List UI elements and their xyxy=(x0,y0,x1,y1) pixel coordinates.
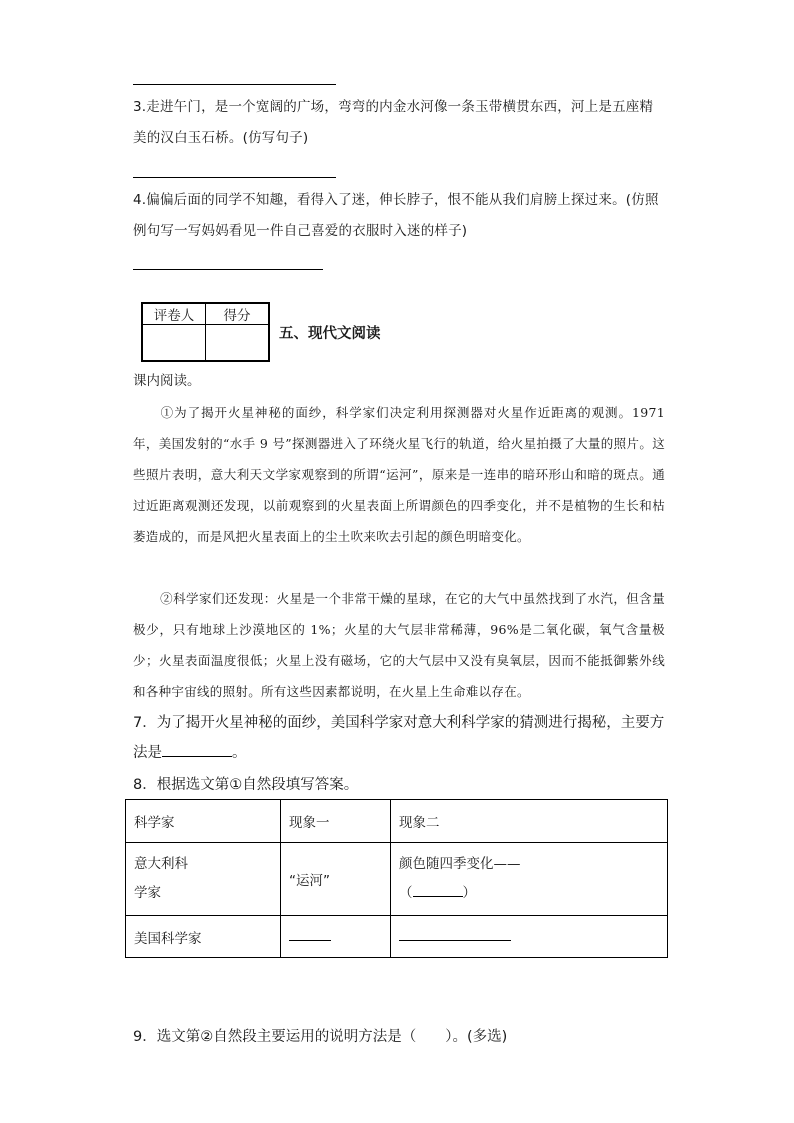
question-7 xyxy=(133,708,673,768)
answer-table xyxy=(125,799,668,958)
header-phenomenon-1: 现象一 xyxy=(281,800,391,843)
passage-paragraph-2 xyxy=(133,583,665,707)
answer-line-q3[interactable] xyxy=(133,177,336,178)
reviewer-cell[interactable] xyxy=(142,325,206,361)
passage-p1-text: ①为了揭开火星神秘的面纱，科学家们决定利用探测器对火星作近距离的观测。1971 年，美国发射的“水手 9 号”探测器进入了环绕火星飞行的轨道，给火星拍摄了大量的照片。这些照片表明，意大利天文学家观察到的所谓“运河”，原来是一连串的暗环形山和暗的斑点。通过近距离观测还发现，以前观察到的火星表面上所谓颜色的四季变化，并不是植物的生长和枯萎造成的，而是风把火星表面上的尘土吹来吹去引起的颜色明暗变化。 xyxy=(133,405,665,544)
answer-line-q4[interactable] xyxy=(133,269,323,270)
question-7-text: 7．为了揭开火星神秘的面纱，美国科学家对意大利科学家的猜测进行揭秘，主要方法是 xyxy=(133,715,665,761)
cell-seasonal-change xyxy=(391,843,668,916)
cell-seasonal-line-2 xyxy=(399,879,667,908)
answer-blank-us-1[interactable] xyxy=(289,928,331,941)
cell-italian-scientist xyxy=(126,843,281,916)
answer-blank-q7[interactable] xyxy=(162,740,232,757)
passage-p2-text: ②科学家们还发现：火星是一个非常干燥的星球，在它的大气中虽然找到了水汽，但含量极少，只有地球上沙漠地区的 1%；火星的大气层非常稀薄，96%是二氧化碳，氧气含量极少；火星表面温度很低；火星上没有磁场，它的大气层中又没有臭氧层，因而不能抵御紫外线和各种宇宙线的照射。所有这些因素都说明，在火星上生命难以存在。 xyxy=(133,591,665,699)
score-label: 得分 xyxy=(206,303,270,325)
answer-blank-us-2[interactable] xyxy=(399,928,511,941)
cell-american-phenomenon-2 xyxy=(391,916,668,958)
cell-canal: “运河” xyxy=(281,843,391,916)
question-4: 4.偏偏后面的同学不知趣，看得入了迷，伸长脖子，恨不能从我们肩膀上探过来。(仿照例句写一写妈妈看见一件自己喜爱的衣服时入迷的样子) xyxy=(133,192,659,239)
score-cell[interactable] xyxy=(206,325,270,361)
header-phenomenon-2: 现象二 xyxy=(391,800,668,843)
cell-american-scientist: 美国科学家 xyxy=(126,916,281,958)
paren-open: （ xyxy=(399,885,413,901)
paren-close: ） xyxy=(462,885,476,901)
cell-american-phenomenon-1 xyxy=(281,916,391,958)
question-9: 9．选文第②自然段主要运用的说明方法是（ ）。(多选) xyxy=(133,1029,508,1045)
question-7-end: 。 xyxy=(232,745,247,761)
answer-line-q2[interactable] xyxy=(133,84,336,85)
reviewer-label: 评卷人 xyxy=(142,303,206,325)
answer-blank-seasonal[interactable] xyxy=(413,882,463,897)
score-box xyxy=(141,302,270,362)
header-scientist: 科学家 xyxy=(126,800,281,843)
cell-italian-line-1: 意大利科 xyxy=(134,856,188,872)
section-title: 五、现代文阅读 xyxy=(279,326,381,342)
passage-paragraph-1 xyxy=(133,397,665,552)
cell-italian-line-2: 学家 xyxy=(134,885,161,901)
question-3: 3.走进午门，是一个宽阔的广场，弯弯的内金水河像一条玉带横贯东西，河上是五座精美的汉白玉石桥。(仿写句子) xyxy=(133,99,654,146)
cell-seasonal-line-1: 颜色随四季变化—— xyxy=(399,856,521,872)
section-subtitle: 课内阅读。 xyxy=(133,373,201,389)
question-8: 8．根据选文第①自然段填写答案。 xyxy=(133,777,359,793)
